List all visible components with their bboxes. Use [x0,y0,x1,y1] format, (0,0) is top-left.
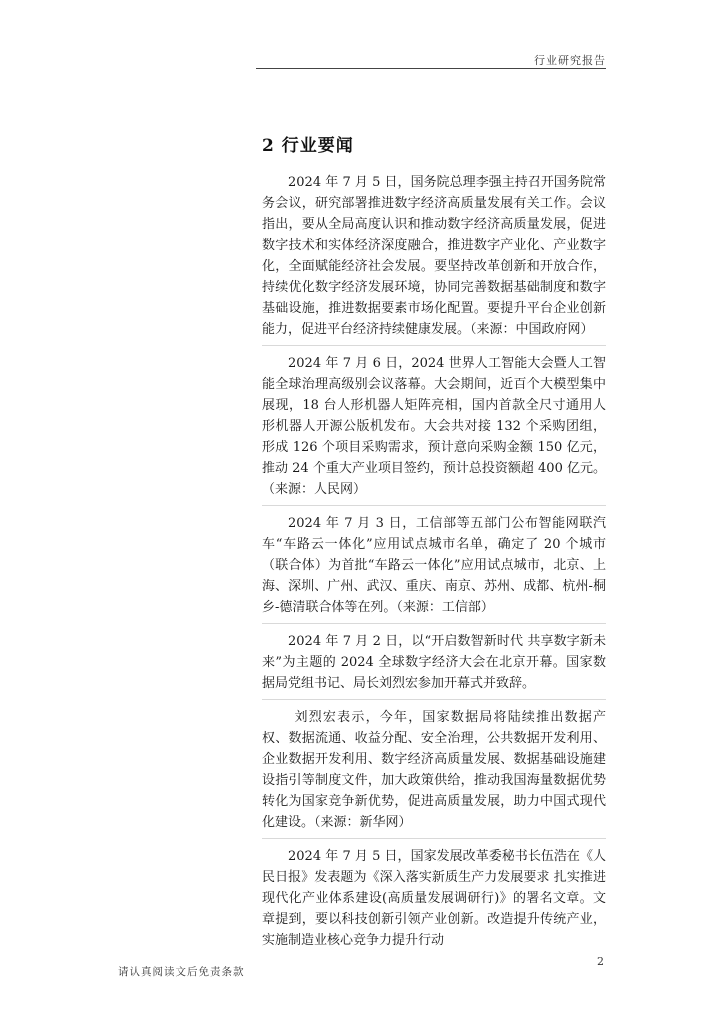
news-paragraph: 刘烈宏表示，今年，国家数据局将陆续推出数据产权、数据流通、收益分配、安全治理，公共数据开发利用、企业数据开发利用、数字经济高质量发展、数据基础设施建设指引等制度文件，加大政策供给，推动我国海量数据优势转化为国家竞争新优势，促进高质量发展，助力中国式现代化建设。（来源：新华网） [262,707,606,839]
news-paragraph: 2024 年 7 月 3 日，工信部等五部门公布智能网联汽车“车路云一体化”应用试点城市名单，确定了 20 个城市（联合体）为首批“车路云一体化”应用试点城市，北京、上海、深圳、广州、武汉、重庆、南京、苏州、成都、杭州-桐乡-德清联合体等在列。（来源：工信部） [262,513,606,624]
header-divider [256,68,606,69]
news-paragraph: 2024 年 7 月 2 日，以“开启数智新时代 共享数字新未来”为主题的 2024 全球数字经济大会在北京开幕。国家数据局党组书记、局长刘烈宏参加开幕式并致辞。 [262,631,606,700]
news-paragraph: 2024 年 7 月 5 日，国家发展改革委秘书长伍浩在《人民日报》发表题为《深入落实新质生产力发展要求 扎实推进现代化产业体系建设(高质量发展调研行)》的署名文章。文章提到，要以科技创新引领产业创新。改造提升传统产业，实施制造业核心竞争力提升行动 [262,849,606,948]
news-paragraph: 2024 年 7 月 5 日，国务院总理李强主持召开国务院常务会议，研究部署推进数字经济高质量发展有关工作。会议指出，要从全局高度认识和推动数字经济高质量发展，促进数字技术和实体经济深度融合，推进数字产业化、产业数字化，全面赋能经济社会发展。要坚持改革创新和开放合作，持续优化数字经济发展环境，协同完善数据基础制度和数字基础设施，推进数据要素市场化配置。要提升平台企业创新能力，促进平台经济持续健康发展。（来源：中国政府网） [262,172,606,346]
report-type-label: 行业研究报告 [534,54,606,67]
section-title: 2 行业要闻 [262,136,354,156]
news-paragraph: 2024 年 7 月 6 日，2024 世界人工智能大会暨人工智能全球治理高级别会议落幕。大会期间，近百个大模型集中展现，18 台人形机器人矩阵亮相，国内首款全尺寸通用人形机器人开源公版机发布。大会共对接 132 个采购团组，形成 126 个项目采购需求，预计意向采购金额 150 亿元，推动 24 个重大产业项目签约，预计总投资额超 400 亿元。（来源：人民网） [262,353,606,506]
disclaimer-note: 请认真阅读文后免责条款 [118,966,245,978]
page-number: 2 [597,955,604,968]
news-content [262,172,606,963]
